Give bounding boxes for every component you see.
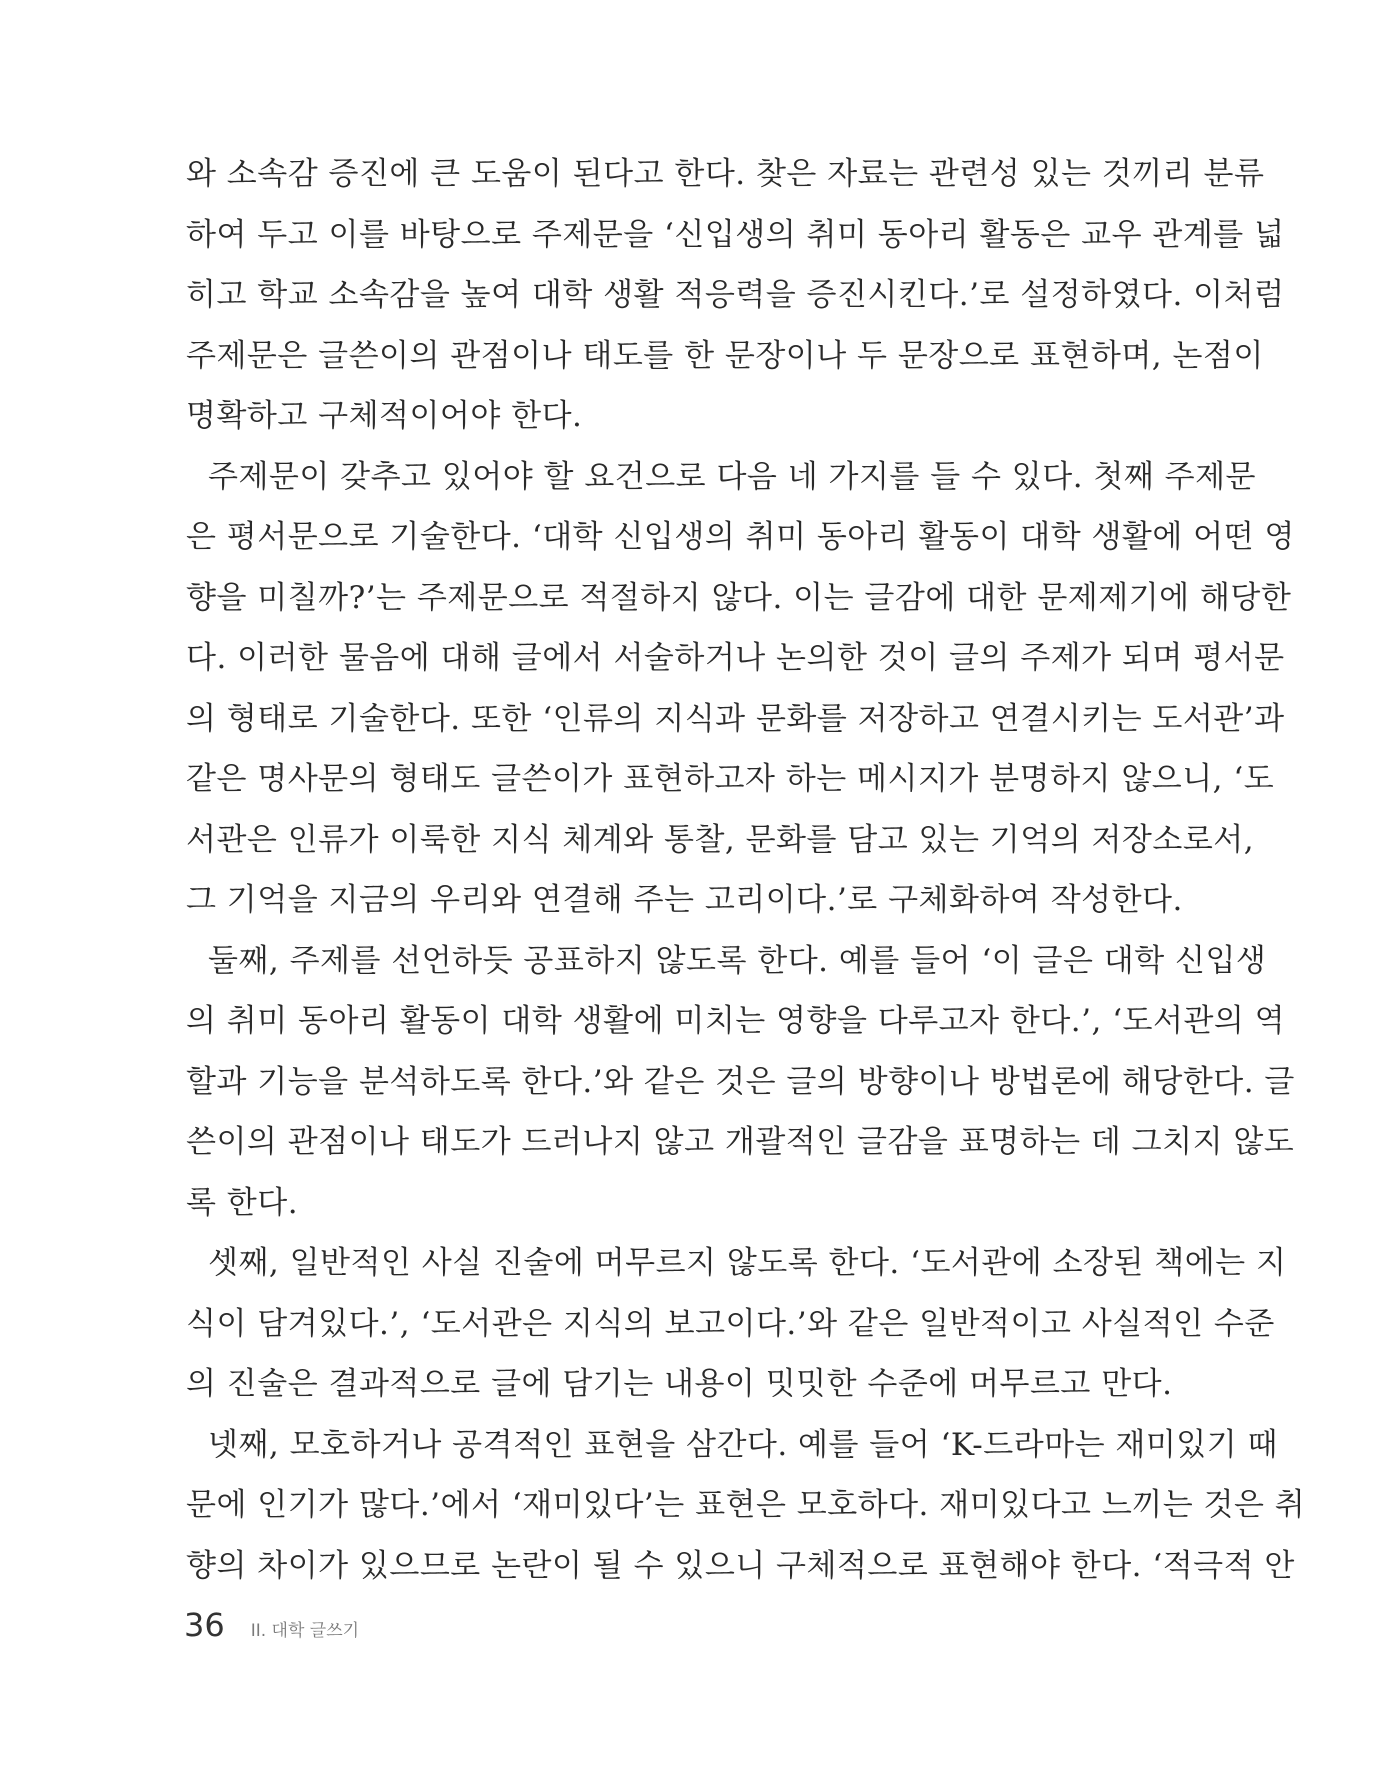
text-line: 할과 기능을 분석하도록 한다.’와 같은 것은 글의 방향이나 방법론에 해당한다. 글 [186,1063,1295,1100]
text-line: 둘째, 주제를 선언하듯 공표하지 않도록 한다. 예를 들어 ‘이 글은 대학 신입생 [208,942,1267,979]
text-line: 그 기억을 지금의 우리와 연결해 주는 고리이다.’로 구체화하여 작성한다. [186,882,1183,918]
text-line: 와 소속감 증진에 큰 도움이 된다고 한다. 찾은 자료는 관련성 있는 것끼리 분류 [186,156,1265,192]
text-line: 주제문이 갖추고 있어야 할 요건으로 다음 네 가지를 들 수 있다. 첫째 주제문 [208,458,1256,495]
chapter-label: II. 대학 글쓰기 [250,1621,360,1641]
text-line: 문에 인기가 많다.’에서 ‘재미있다’는 표현은 모호하다. 재미있다고 느끼는 것은 취 [186,1487,1306,1523]
body-text [186,144,1306,1596]
text-line: 셋째, 일반적인 사실 진술에 머무르지 않도록 한다. ‘도서관에 소장된 책에는 지 [208,1245,1287,1281]
text-line: 은 평서문으로 기술한다. ‘대학 신입생의 취미 동아리 활동이 대학 생활에 어떤 영 [186,519,1295,555]
text-line: 서관은 인류가 이룩한 지식 체계와 통찰, 문화를 담고 있는 기억의 저장소로서, [186,821,1255,858]
page-number: 36 [184,1606,225,1644]
text-line: 식이 담겨있다.’, ‘도서관은 지식의 보고이다.’와 같은 일반적이고 사실적인 수준 [186,1305,1275,1342]
page-footer [184,1606,359,1656]
text-line: 주제문은 글쓴이의 관점이나 태도를 한 문장이나 두 문장으로 표현하며, 논점이 [186,337,1264,374]
text-line: 쓴이의 관점이나 태도가 드러나지 않고 개괄적인 글감을 표명하는 데 그치지 않도 [186,1124,1295,1160]
text-line: 히고 학교 소속감을 높여 대학 생활 적응력을 증진시킨다.’로 설정하였다. 이처럼 [186,277,1285,313]
text-line: 넷째, 모호하거나 공격적인 표현을 삼간다. 예를 들어 ‘K-드라마는 재미있기 때 [208,1426,1279,1463]
text-line: 의 취미 동아리 활동이 대학 생활에 미치는 영향을 다루고자 한다.’, ‘도서관의 역 [186,1003,1286,1039]
text-line: 의 진술은 결과적으로 글에 담기는 내용이 밋밋한 수준에 머무르고 만다. [186,1366,1173,1402]
text-line: 하여 두고 이를 바탕으로 주제문을 ‘신입생의 취미 동아리 활동은 교우 관계를 넓 [186,216,1285,253]
text-line: 같은 명사문의 형태도 글쓴이가 표현하고자 하는 메시지가 분명하지 않으니, ‘도 [186,761,1275,797]
text-line: 다. 이러한 물음에 대해 글에서 서술하거나 논의한 것이 글의 주제가 되며 평서문 [186,640,1285,676]
text-line: 향을 미칠까?’는 주제문으로 적절하지 않다. 이는 글감에 대한 문제제기에 해당한 [186,579,1292,616]
text-line: 명확하고 구체적이어야 한다. [186,398,583,434]
text-line: 향의 차이가 있으므로 논란이 될 수 있으니 구체적으로 표현해야 한다. ‘적극적 안 [186,1547,1295,1584]
text-line: 의 형태로 기술한다. 또한 ‘인류의 지식과 문화를 저장하고 연결시키는 도서관’과 [186,700,1285,737]
text-line: 록 한다. [186,1184,299,1221]
